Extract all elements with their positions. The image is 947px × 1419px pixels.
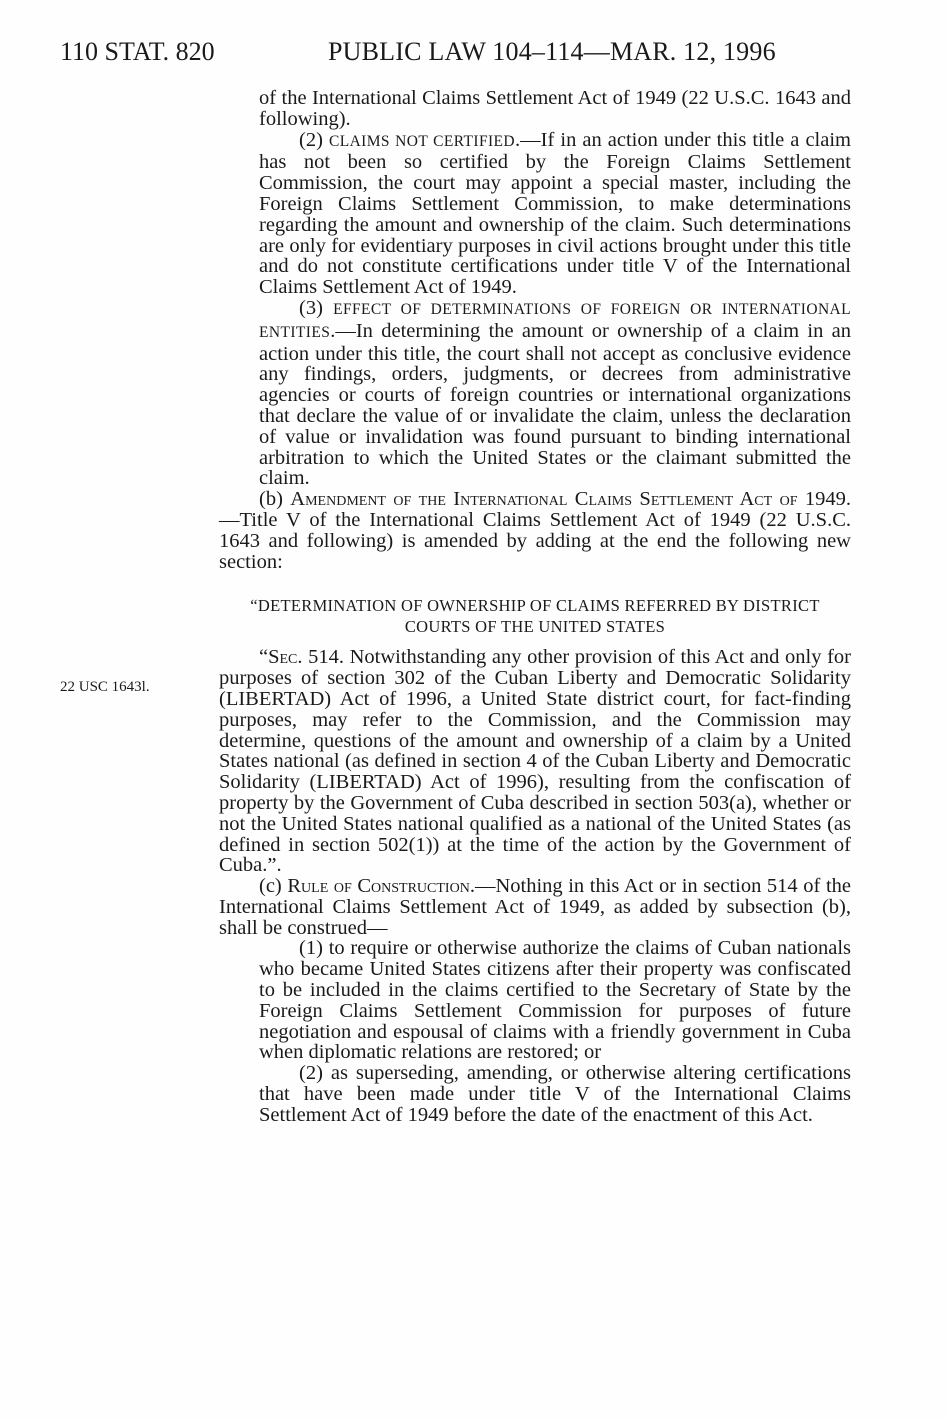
margin-citation: 22 USC 1643l. bbox=[60, 679, 150, 695]
paragraph-text: .—In determining the amount or ownership of a claim in an action under this title, the court shall not accept as conclusive evidence any findings, orders, judgments, or decrees from administrative agencies or courts of foreign countries or international organizations that declare the value of or invalidate the claim, unless the declaration of value or invalidation was found pursuant to binding international arbitration to which the United States or the claimant submitted the claim. bbox=[259, 319, 851, 490]
subsection-c-rule-of-construction bbox=[219, 876, 851, 938]
stat-page-number: 110 STAT. 820 bbox=[60, 37, 215, 66]
subsection-number: (b) bbox=[259, 488, 283, 511]
subsection-number: (c) bbox=[259, 875, 282, 898]
paragraph-3-effect-of-determinations bbox=[219, 298, 851, 489]
subsection-text: .—Title V of the International Claims Settlement Act of 1949 (22 U.S.C. 1643 and following) is amended by adding at the end the following new section: bbox=[219, 488, 851, 573]
subsection-text: .—Nothing in this Act or in section 514 of the International Claims Settlement Act of 1949, as added by subsection (b), shall be construed— bbox=[219, 875, 851, 939]
paragraph-c-2: (2) as superseding, amending, or otherwise altering certifications that have been made under title V of the International Claims Settlement Act of 1949 before the date of the enactment of this Act. bbox=[259, 1062, 851, 1126]
section-label: Sec bbox=[268, 646, 298, 669]
section-heading: “DETERMINATION OF OWNERSHIP OF CLAIMS REFERRED BY DISTRICT COURTS OF THE UNITED STATES bbox=[250, 596, 820, 636]
paragraph-number: (3) bbox=[299, 296, 323, 319]
subsection-b-amendment bbox=[219, 489, 851, 572]
section-514-text bbox=[219, 647, 851, 876]
paragraph-continuation: of the International Claims Settlement Act of 1949 (22 U.S.C. 1643 and following). bbox=[259, 87, 851, 130]
paragraph-heading: EFFECT OF DETERMINATIONS OF FOREIGN OR INTERNATIONAL ENTITIES bbox=[259, 300, 852, 341]
open-quote: “ bbox=[259, 646, 269, 669]
running-header bbox=[60, 34, 900, 70]
public-law-citation: PUBLIC LAW 104–114—MAR. 12, 1996 bbox=[328, 37, 776, 66]
paragraph-heading: CLAIMS NOT CERTIFIED bbox=[328, 132, 516, 150]
page-body bbox=[219, 88, 851, 1126]
paragraph-number: (2) bbox=[299, 128, 323, 151]
paragraph-2-claims-not-certified bbox=[219, 130, 851, 298]
subsection-heading: Amendment of the International Claims Settlement Act of 1949 bbox=[290, 488, 846, 511]
section-body: . 514. Notwithstanding any other provision of this Act and only for purposes of section 302 of the Cuban Liberty and Democratic Solidarity (LIBERTAD) Act of 1996, a United State district court, for fact-finding purposes, may refer to the Commission, and the Commission may determine, questions of the amount and ownership of a claim by a United States national (as defined in section 4 of the Cuban Liberty and Democratic Solidarity (LIBERTAD) Act of 1996), resulting from the confiscation of property by the Government of Cuba described in section 503(a), whether or not the United States national qualified as a national of the United States (as defined in section 502(1)) at the time of the action by the Government of Cuba.”. bbox=[219, 646, 851, 877]
subsection-heading: Rule of Construction bbox=[287, 875, 470, 898]
paragraph-c-1: (1) to require or otherwise authorize the claims of Cuban nationals who became United States citizens after their property was confiscated to be included in the claims certified to the Secretary of State by the Foreign Claims Settlement Commission for purposes of future negotiation and espousal of claims with a friendly government in Cuba when diplomatic relations are restored; or bbox=[259, 937, 851, 1064]
paragraph-text: .—If in an action under this title a claim has not been so certified by the Foreign Claims Settlement Commission, the court may appoint a special master, including the Foreign Claims Settlement Commission, to make determinations regarding the amount and ownership of the claim. Such determinations are only for evidentiary purposes in civil actions brought under this title and do not constitute certifications under title V of the International Claims Settlement Act of 1949. bbox=[259, 128, 851, 299]
